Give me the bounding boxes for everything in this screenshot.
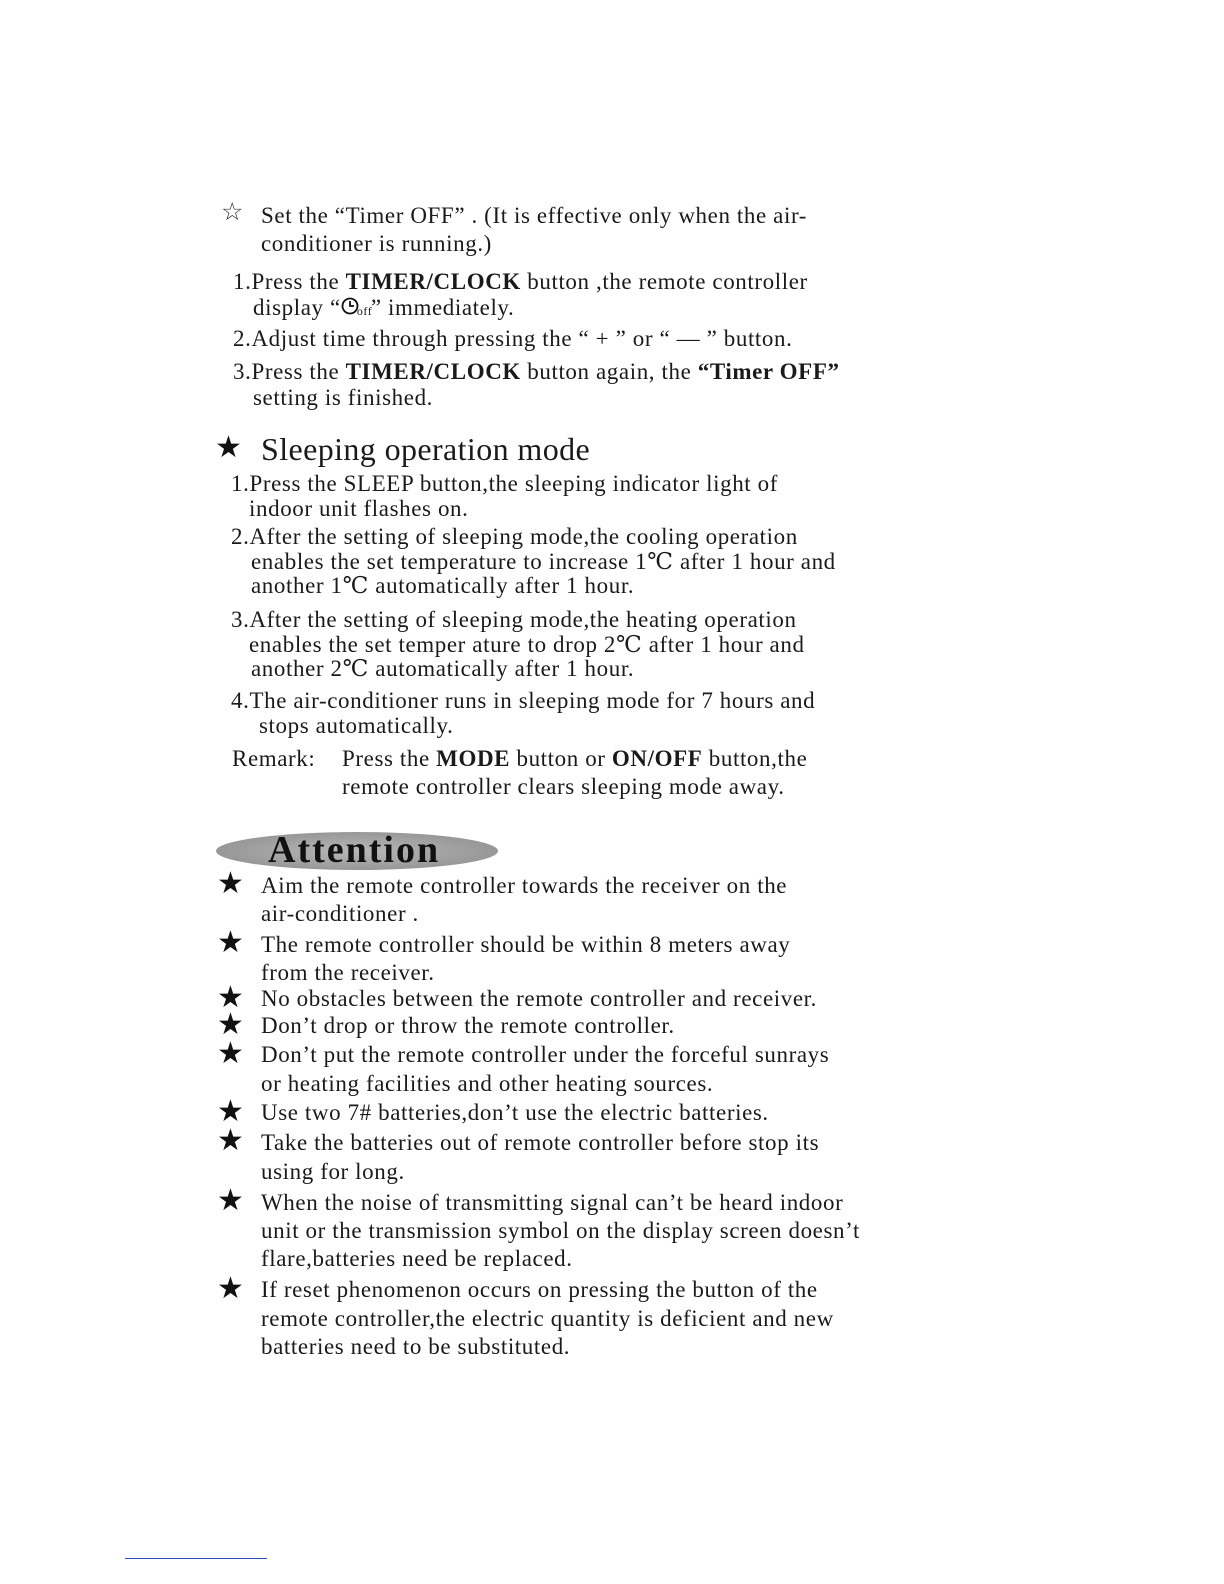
- sleeping-step-3-line2: enables the set temper ature to drop 2℃ after 1 hour and: [249, 632, 805, 657]
- sleeping-step-4: 4.The air-conditioner runs in sleeping mode for 7 hours and: [231, 688, 816, 713]
- filled-star-icon: ★: [217, 1008, 244, 1041]
- attention-item-9: If reset phenomenon occurs on pressing the button of the: [261, 1277, 818, 1302]
- footer-rule: [125, 1558, 267, 1559]
- filled-star-icon: ★: [217, 1095, 244, 1128]
- remark-line2: remote controller clears sleeping mode away.: [342, 774, 785, 799]
- attention-item-7: Take the batteries out of remote controller before stop its: [261, 1130, 820, 1155]
- attention-item-7-line2: using for long.: [261, 1159, 405, 1184]
- attention-item-5: Don’t put the remote controller under the forceful sunrays: [261, 1042, 830, 1067]
- filled-star-icon: ★: [217, 926, 244, 959]
- filled-star-icon: ★: [217, 1037, 244, 1070]
- attention-item-1-line2: air-conditioner .: [261, 901, 419, 926]
- filled-star-icon: ★: [217, 981, 244, 1014]
- clock-off-icon: off: [341, 295, 371, 319]
- timer-off-step-1: 1.Press the TIMER/CLOCK button ,the remote controller: [233, 269, 808, 294]
- sleeping-step-1: 1.Press the SLEEP button,the sleeping indicator light of: [231, 471, 778, 496]
- remark-line1: Press the MODE button or ON/OFF button,the: [342, 746, 808, 771]
- timer-off-step-3: 3.Press the TIMER/CLOCK button again, the “Timer OFF”: [233, 359, 840, 384]
- timer-off-step-1-line2: display “ off ” immediately.: [253, 295, 515, 320]
- sleeping-step-2: 2.After the setting of sleeping mode,the cooling operation: [231, 524, 798, 549]
- attention-item-1: Aim the remote controller towards the receiver on the: [261, 873, 788, 898]
- sleeping-heading: Sleeping operation mode: [261, 431, 591, 467]
- timer-off-intro-line2: conditioner is running.): [261, 231, 492, 256]
- attention-item-8: When the noise of transmitting signal can’t be heard indoor: [261, 1190, 844, 1215]
- timer-off-step-3-line2: setting is finished.: [253, 385, 434, 410]
- sleeping-step-4-line2: stops automatically.: [259, 713, 454, 738]
- sleeping-step-3-line3: another 2℃ automatically after 1 hour.: [251, 656, 635, 681]
- attention-item-3: No obstacles between the remote controller and receiver.: [261, 986, 817, 1011]
- attention-title: Attention: [268, 829, 441, 871]
- attention-item-2-line2: from the receiver.: [261, 960, 435, 985]
- timer-off-intro-line1: Set the “Timer OFF” . (It is effective only when the air-: [261, 203, 808, 228]
- filled-star-icon: ★: [217, 1124, 244, 1157]
- sleeping-step-1-line2: indoor unit flashes on.: [249, 496, 469, 521]
- filled-star-icon: ★: [217, 1184, 244, 1217]
- filled-star-icon: ★: [217, 1272, 244, 1305]
- sleeping-step-2-line2: enables the set temperature to increase 1℃ after 1 hour and: [251, 549, 836, 574]
- timer-off-step-2: 2.Adjust time through pressing the “ + ” or “ — ” button.: [233, 326, 793, 351]
- attention-item-8-line3: flare,batteries need be replaced.: [261, 1246, 573, 1271]
- sleeping-step-2-line3: another 1℃ automatically after 1 hour.: [251, 573, 635, 598]
- attention-item-2: The remote controller should be within 8 meters away: [261, 932, 791, 957]
- outline-star-icon: ☆: [221, 199, 244, 226]
- attention-item-4: Don’t drop or throw the remote controller.: [261, 1013, 675, 1038]
- attention-item-6: Use two 7# batteries,don’t use the electric batteries.: [261, 1100, 769, 1125]
- filled-star-icon: ★: [215, 431, 242, 464]
- sleeping-step-3: 3.After the setting of sleeping mode,the heating operation: [231, 607, 797, 632]
- attention-item-8-line2: unit or the transmission symbol on the display screen doesn’t: [261, 1218, 860, 1243]
- attention-item-9-line3: batteries need to be substituted.: [261, 1334, 571, 1359]
- attention-item-5-line2: or heating facilities and other heating sources.: [261, 1071, 714, 1096]
- filled-star-icon: ★: [217, 867, 244, 900]
- attention-item-9-line2: remote controller,the electric quantity is deficient and new: [261, 1306, 834, 1331]
- remark-label: Remark:: [232, 746, 316, 771]
